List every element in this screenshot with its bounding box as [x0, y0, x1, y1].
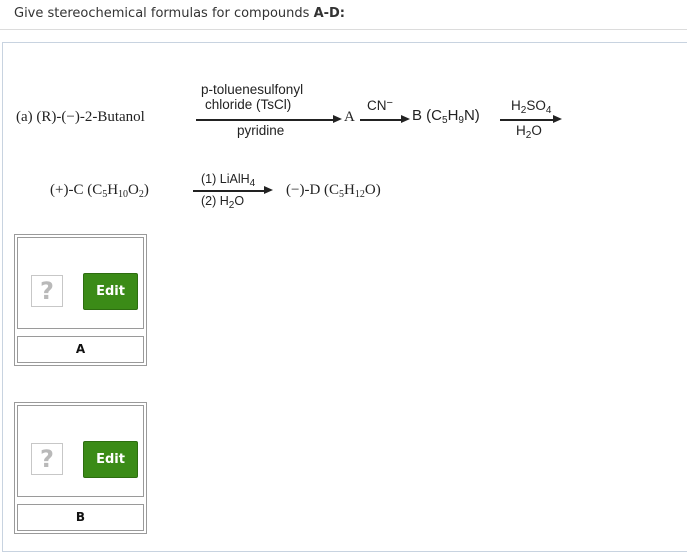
reagent-pyridine: pyridine	[237, 123, 285, 138]
arrow-2-line	[360, 119, 402, 121]
question-compounds: A-D:	[313, 6, 346, 21]
answer-box-a	[14, 234, 147, 366]
arrow-1-line	[196, 119, 334, 121]
edit-button-a[interactable]: Edit	[83, 273, 138, 310]
arrow-2-head	[401, 115, 410, 123]
answer-label-a: A	[17, 336, 144, 363]
arrow-4-head	[264, 186, 273, 194]
question-prefix: Give stereochemical formulas for compounds	[14, 6, 314, 21]
compound-d: (−)-D $(C_5H_{12}O)$	[286, 182, 381, 200]
question-header	[0, 0, 687, 30]
reagent-cyanide: CN−	[367, 97, 393, 113]
structure-area-a[interactable]	[17, 237, 144, 329]
answer-box-b	[14, 402, 147, 534]
arrow-3-head	[553, 115, 562, 123]
reagent-sulfuric-acid: $H_2SO_4$	[511, 98, 552, 116]
arrow-1-head	[333, 115, 342, 123]
reagent-water-workup: (2) $H_2O$	[201, 194, 245, 211]
reagent-lialh4: (1) LiAlH$_4$	[201, 172, 256, 189]
reagent-water: $H_2O$	[516, 123, 542, 141]
structure-area-b[interactable]	[17, 405, 144, 497]
compound-c: (+)-C $(C_5H_{10}O_2)$	[50, 182, 149, 200]
starting-material: (a) (R)-(−)-2-Butanol	[16, 109, 145, 125]
question-mark-icon: ?	[31, 275, 63, 307]
reagent-tscl-line1: p-toluenesulfonyl	[201, 82, 304, 97]
product-a: A	[344, 109, 355, 125]
arrow-4-line	[193, 190, 265, 192]
question-text	[14, 6, 345, 21]
product-b: B $(C_5H_9N)$	[412, 107, 480, 126]
arrow-3-line	[500, 119, 554, 121]
answer-label-b: B	[17, 504, 144, 531]
question-mark-icon: ?	[31, 443, 63, 475]
edit-button-b[interactable]: Edit	[83, 441, 138, 478]
reagent-tscl-line2: chloride (TsCl)	[205, 97, 292, 112]
